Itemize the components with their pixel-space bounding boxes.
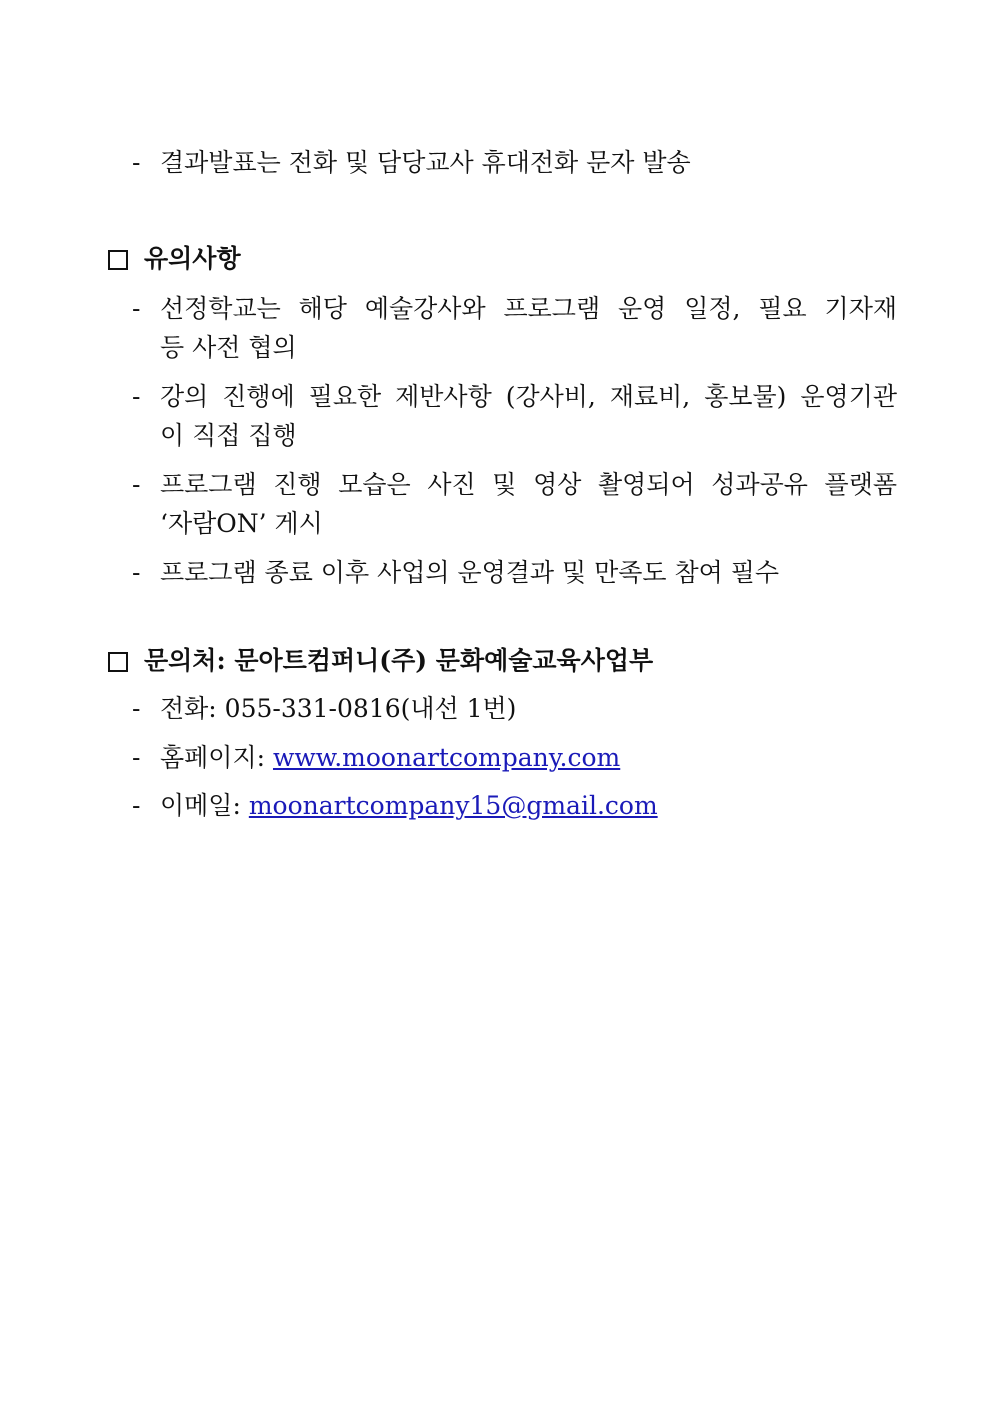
bullet-dash: -: [132, 470, 141, 499]
note-item-1-line-2: 등 사전 협의: [160, 333, 297, 362]
note-item-4-line-1: 프로그램 종료 이후 사업의 운영결과 및 만족도 참여 필수: [160, 558, 780, 587]
bullet-dash: -: [132, 743, 141, 772]
contact-email-row: [160, 789, 658, 823]
bullet-dash: -: [132, 148, 141, 177]
note-item-2-line-1: 강의 진행에 필요한 제반사항 (강사비, 재료비, 홍보물) 운영기관: [160, 382, 897, 411]
note-item-1-line-1: 선정학교는 해당 예술강사와 프로그램 운영 일정, 필요 기자재: [160, 294, 897, 323]
note-item-3-line-1: 프로그램 진행 모습은 사진 및 영상 촬영되어 성과공유 플랫폼: [160, 470, 897, 499]
homepage-label: 홈페이지:: [160, 743, 273, 772]
contact-title: 문의처: 문아트컴퍼니(주) 문화예술교육사업부: [144, 646, 654, 675]
contact-phone-row: [160, 692, 516, 726]
email-link[interactable]: moonartcompany15@gmail.com: [248, 791, 658, 820]
result-announcement-text: 결과발표는 전화 및 담당교사 휴대전화 문자 발송: [160, 148, 691, 177]
bullet-dash: -: [132, 791, 141, 820]
notes-title: 유의사항: [144, 244, 241, 273]
note-item-2-line-2: 이 직접 집행: [160, 421, 297, 450]
phone-number: 055-331-0816(내선 1번): [224, 694, 517, 723]
bullet-dash: -: [132, 694, 141, 723]
note-item-3-line-2: ‘자람ON’ 게시: [160, 509, 323, 538]
bullet-dash: -: [132, 382, 141, 411]
contact-homepage-row: [160, 741, 620, 775]
email-label: 이메일:: [160, 791, 249, 820]
bullet-dash: -: [132, 558, 141, 587]
contact-heading: [108, 644, 653, 678]
bullet-dash: -: [132, 294, 141, 323]
phone-label: 전화:: [160, 694, 225, 723]
homepage-link[interactable]: www.moonartcompany.com: [272, 743, 621, 772]
checkbox-square-icon: [108, 652, 128, 672]
checkbox-square-icon: [108, 250, 128, 270]
notes-heading: [108, 242, 241, 276]
